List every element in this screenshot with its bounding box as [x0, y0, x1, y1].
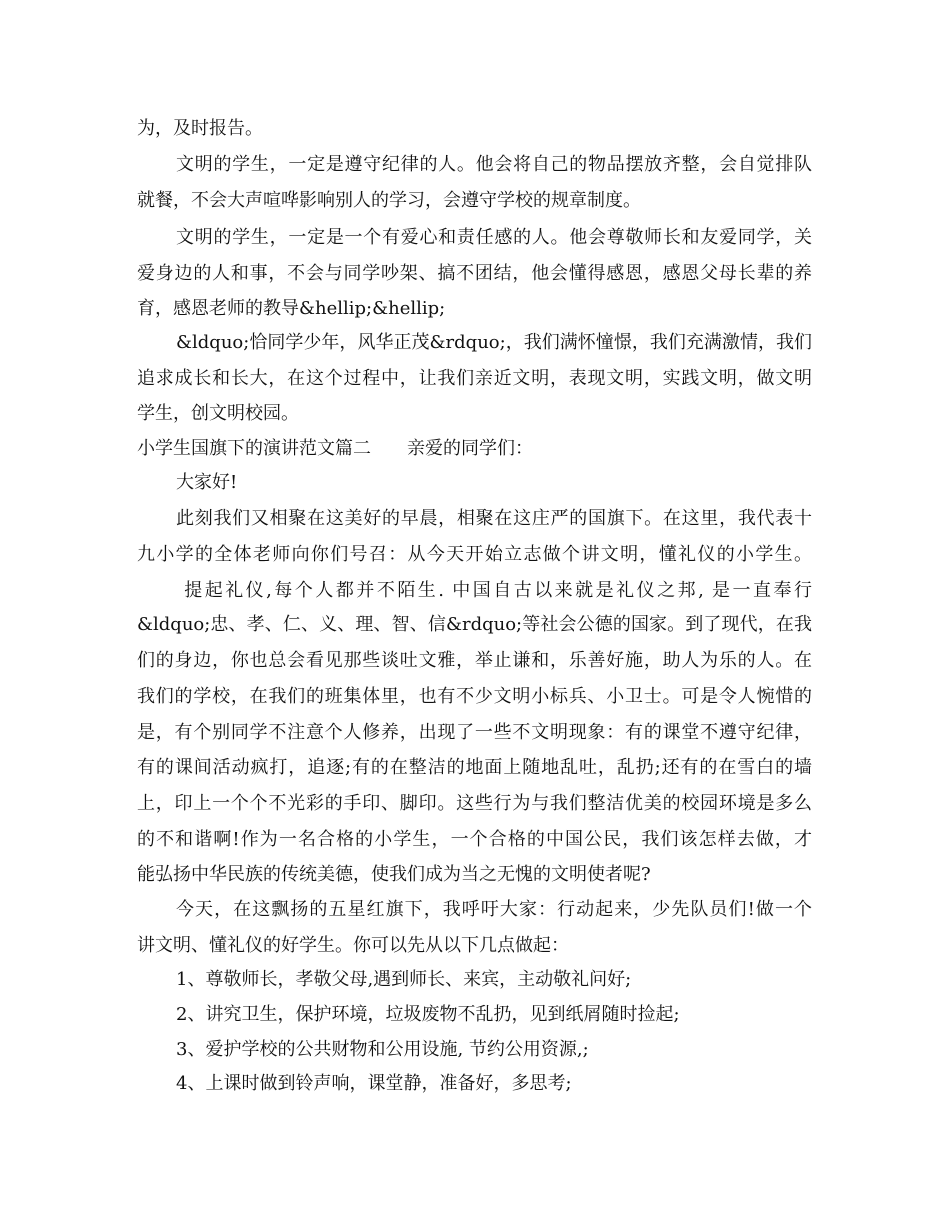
text-line: 大家好!	[176, 472, 238, 493]
text-line: 爱身边的人和事，不会与同学吵架、搞不团结，他会懂得感恩，感恩父母长辈的养	[137, 263, 812, 284]
text-line: 能弘扬中华民族的传统美德，使我们成为当之无愧的文明使者呢?	[137, 864, 651, 885]
text-line: 我们的学校，在我们的班集体里，也有不少文明小标兵、小卫士。可是令人惋惜的	[137, 686, 812, 707]
list-item: 3、爱护学校的公共财物和公用设施, 节约公用资源,;	[176, 1039, 589, 1060]
text-line: 育，感恩老师的教导&hellip;&hellip;	[137, 298, 446, 319]
text-line: &ldquo;恰同学少年，风华正茂&rdquo;，我们满怀憧憬，我们充满激情，我们	[176, 332, 812, 353]
text-line: 追求成长和长大，在这个过程中，让我们亲近文明，表现文明，实践文明，做文明	[137, 368, 812, 389]
list-item: 4、上课时做到铃声响，课堂静，准备好，多思考;	[176, 1073, 572, 1094]
text-line: 就餐，不会大声喧哗影响别人的学习，会遵守学校的规章制度。	[137, 190, 641, 211]
text-line: 的不和谐啊!作为一名合格的小学生，一个合格的中国公民，我们该怎样去做，才	[137, 829, 812, 850]
text-line: 九小学的全体老师向你们号召：从今天开始立志做个讲文明，懂礼仪的小学生。	[137, 544, 812, 565]
text-line: 提起礼仪,每个人都并不陌生. 中国自古以来就是礼仪之邦, 是一直奉行	[176, 580, 812, 601]
text-line: 为，及时报告。	[137, 118, 263, 139]
text-line: 今天，在这飘扬的五星红旗下，我呼吁大家：行动起来，少先队员们!做一个	[176, 899, 812, 920]
text-line: &ldquo;忠、孝、仁、义、理、智、信&rdquo;等社会公德的国家。到了现代，在我	[137, 614, 812, 635]
text-line: 上，印上一个个不光彩的手印、脚印。这些行为与我们整洁优美的校园环境是多么	[137, 793, 812, 814]
section-heading: 小学生国旗下的演讲范文篇二 亲爱的同学们：	[137, 438, 533, 459]
text-line: 是，有个别同学不注意个人修养，出现了一些不文明现象：有的课堂不遵守纪律，	[137, 722, 812, 743]
list-item: 1、尊敬师长，孝敬父母,遇到师长、来宾，主动敬礼问好;	[176, 969, 632, 990]
text-line: 有的课间活动疯打，追逐;有的在整洁的地面上随地乱吐，乱扔;还有的在雪白的墙	[137, 757, 812, 778]
text-line: 们的身边，你也总会看见那些谈吐文雅，举止谦和，乐善好施，助人为乐的人。在	[137, 650, 812, 671]
text-line: 文明的学生，一定是遵守纪律的人。他会将自己的物品摆放齐整，会自觉排队	[176, 154, 812, 175]
text-line: 此刻我们又相聚在这美好的早晨，相聚在这庄严的国旗下。在这里，我代表十	[176, 508, 812, 529]
text-line: 讲文明、懂礼仪的好学生。你可以先从以下几点做起：	[137, 935, 569, 956]
text-line: 文明的学生，一定是一个有爱心和责任感的人。他会尊敬师长和友爱同学，关	[176, 227, 812, 248]
text-line: 学生，创文明校园。	[137, 403, 299, 424]
list-item: 2、讲究卫生，保护环境，垃圾废物不乱扔，见到纸屑随时捡起;	[176, 1004, 680, 1025]
